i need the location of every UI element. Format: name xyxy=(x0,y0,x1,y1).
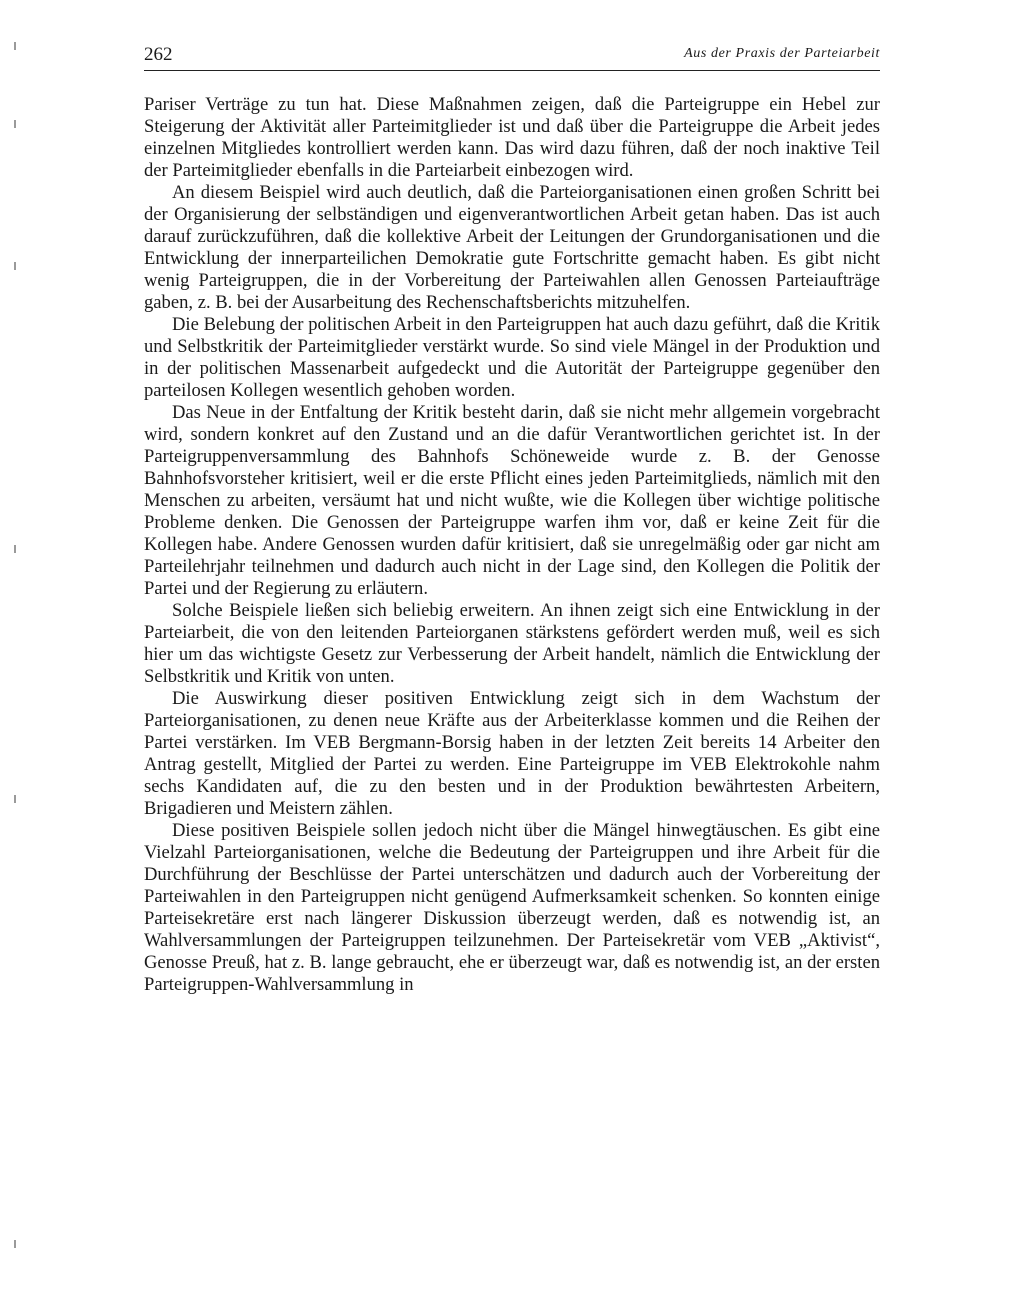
paragraph-6: Die Auswirkung dieser positiven Entwicklung zeigt sich in dem Wachstum der Parteiorganisationen, zu denen neue Kräfte aus der Arbeiterklasse kommen und die Reihen der Partei verstärken. Im VEB Bergmann-Borsig haben in der letzten Zeit bereits 14 Arbeiter den Antrag gestellt, Mitglied der Partei zu werden. Eine Parteigruppe im VEB Elektrokohle nahm sechs Kandidaten auf, die zu den besten und in der Produktion bewährtesten Arbeitern, Brigadieren und Meistern zählen. xyxy=(144,688,880,819)
scan-margin-mark xyxy=(14,545,16,553)
running-title: Aus der Praxis der Parteiarbeit xyxy=(684,46,880,61)
page-number: 262 xyxy=(144,44,173,65)
paragraph-4: Das Neue in der Entfaltung der Kritik besteht darin, daß sie nicht mehr allgemein vorgebracht wird, sondern konkret auf den Zustand und an die dafür Verantwortlichen gerichtet ist. In der Parteigruppenversammlung des Bahnhofs Schöneweide wurde z. B. der Genosse Bahnhofsvorsteher kritisiert, weil er die erste Pflicht eines jeden Parteimitglieds, nämlich mit den Menschen zu arbeiten, versäumt hat und nicht wußte, wie die Kollegen über wichtige politische Probleme denken. Die Genossen der Parteigruppe warfen ihm vor, daß er keine Zeit für die Kollegen habe. Andere Genossen wurden dafür kritisiert, daß sie unregelmäßig oder gar nicht am Parteilehrjahr teilnehmen und dadurch auch nicht in der Lage sind, den Kollegen die Politik der Partei und der Regierung zu erläutern. xyxy=(144,402,880,599)
body-text xyxy=(144,94,880,996)
paragraph-1: Pariser Verträge zu tun hat. Diese Maßnahmen zeigen, daß die Parteigruppe ein Hebel zur Steigerung der Aktivität aller Parteimitglieder ist und daß über die Parteigruppe die Arbeit jedes einzelnen Mitgliedes kontrolliert werden kann. Das wird dazu führen, daß der noch inaktive Teil der Parteimitglieder ebenfalls in die Parteiarbeit einbezogen wird. xyxy=(144,94,880,181)
paragraph-3: Die Belebung der politischen Arbeit in den Parteigruppen hat auch dazu geführt, daß die Kritik und Selbstkritik der Parteimitglieder verstärkt wurde. So sind viele Mängel in der Produktion und in der politischen Massenarbeit aufgedeckt und die Autorität der Parteigruppe gegenüber den parteilosen Kollegen wesentlich gehoben worden. xyxy=(144,314,880,401)
scan-margin-mark xyxy=(14,42,16,50)
paragraph-2: An diesem Beispiel wird auch deutlich, daß die Parteiorganisationen einen großen Schritt bei der Organisierung der selbständigen und eigenverantwortlichen Arbeit getan haben. Das ist auch darauf zurückzuführen, daß die kollektive Arbeit der Leitungen der Grundorganisationen und die Entwicklung der innerparteilichen Demokratie gute Fortschritte gemacht haben. Es gibt nicht wenig Parteigruppen, die in der Vorbereitung der Parteiwahlen allen Genossen Parteiaufträge gaben, z. B. bei der Ausarbeitung des Rechenschaftsberichts mitzuhelfen. xyxy=(144,182,880,313)
scan-margin-mark xyxy=(14,1240,16,1248)
paragraph-5: Solche Beispiele ließen sich beliebig erweitern. An ihnen zeigt sich eine Entwicklung in der Parteiarbeit, die von den leitenden Parteiorganen stärkstens gefördert werden muß, weil es sich hier um das wichtigste Gesetz zur Verbesserung der Arbeit handelt, nämlich die Entwicklung der Selbstkritik und Kritik von unten. xyxy=(144,600,880,687)
scan-margin-mark xyxy=(14,120,16,128)
scan-margin-mark xyxy=(14,262,16,270)
scan-margin-mark xyxy=(14,795,16,803)
paragraph-7: Diese positiven Beispiele sollen jedoch nicht über die Mängel hinwegtäuschen. Es gibt eine Vielzahl Parteiorganisationen, welche die Bedeutung der Parteigruppen und ihre Arbeit für die Durchführung der Beschlüsse der Partei unterschätzen und dadurch auch der Vorbereitung der Parteiwahlen in den Parteigruppen nicht genügend Aufmerksamkeit schenken. So konnten einige Parteisekretäre erst nach längerer Diskussion überzeugt werden, daß es notwendig ist, an Wahlversammlungen der Parteigruppen teilzunehmen. Der Parteisekretär vom VEB „Aktivist“, Genosse Preuß, hat z. B. lange gebraucht, ehe er überzeugt war, daß es notwendig ist, an der ersten Parteigruppen-Wahlversammlung in xyxy=(144,820,880,995)
page-header xyxy=(144,42,880,71)
